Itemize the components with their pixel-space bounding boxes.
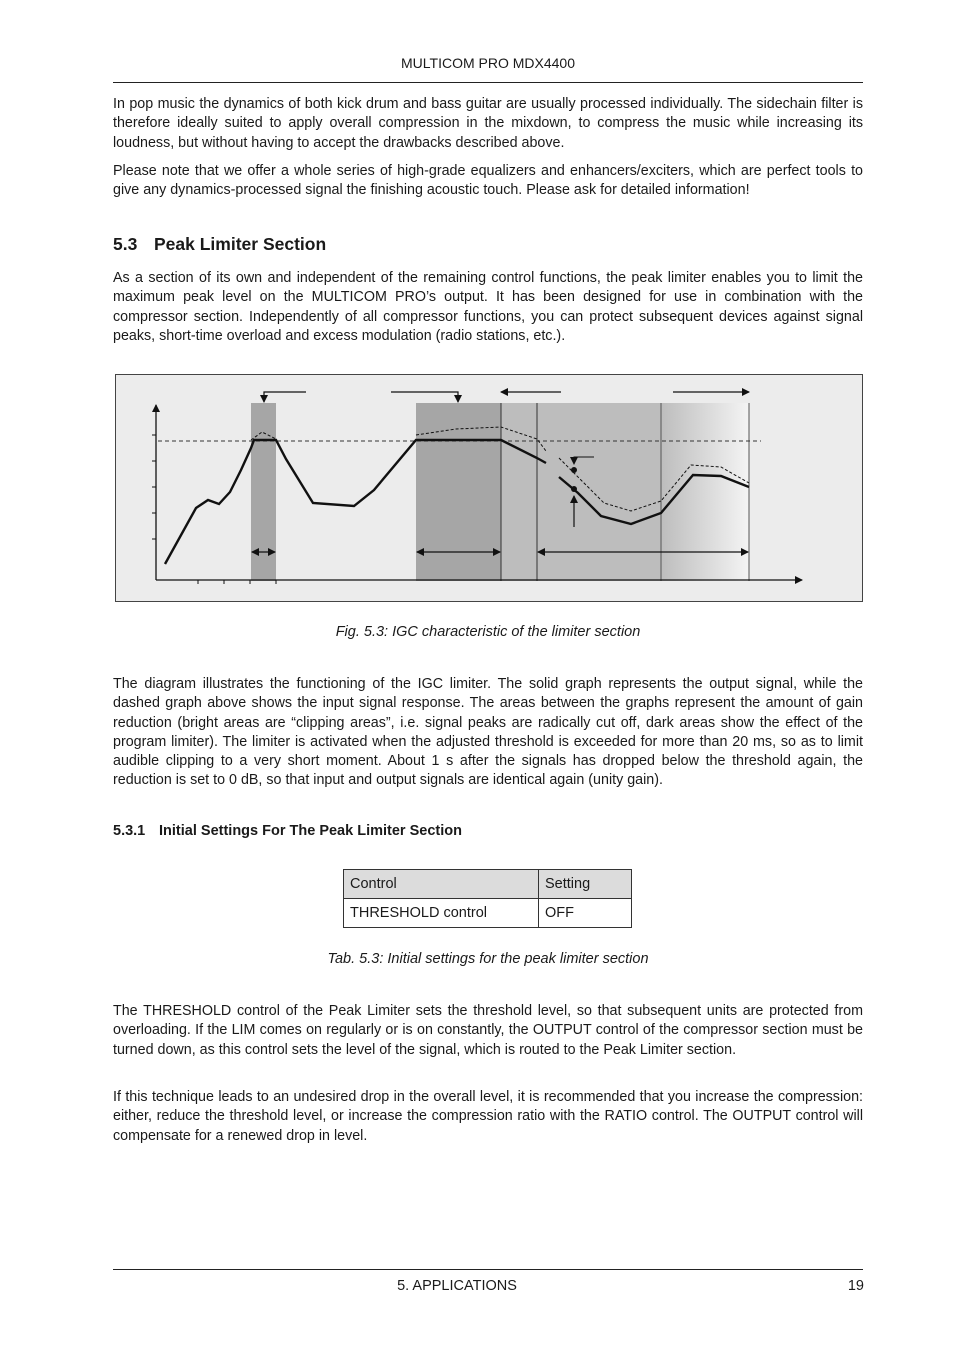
subsection-number: 5.3.1 bbox=[113, 823, 146, 839]
footer-section: 5. APPLICATIONS bbox=[397, 1278, 517, 1294]
section-number: 5.3 bbox=[113, 234, 138, 254]
subsection-heading bbox=[113, 823, 462, 839]
table-caption: Tab. 5.3: Initial settings for the peak limiter section bbox=[327, 951, 649, 967]
output-level-dot bbox=[571, 486, 577, 492]
header-rule bbox=[113, 82, 863, 83]
running-header: MULTICOM PRO MDX4400 bbox=[401, 55, 575, 71]
paragraph-1: In pop music the dynamics of both kick drum and bass guitar are usually processed individually. The sidechain filter is therefore ideally suited to apply overall compression in the mixdown, to compress the music while increasing its loudness, but without having to accept the drawbacks described above. bbox=[113, 96, 863, 151]
release-fade-region bbox=[661, 403, 749, 581]
subsection-title: Initial Settings For The Peak Limiter Section bbox=[159, 823, 462, 839]
table-header-setting: Setting bbox=[539, 870, 632, 899]
initial-settings-table bbox=[343, 869, 632, 928]
paragraph-5: The THRESHOLD control of the Peak Limiter sets the threshold level, so that subsequent units are protected from overloading. If the LIM comes on regularly or is on constantly, the OUTPUT control of the compressor section must be turned down, as this control sets the level of the signal, which is routed to the Peak Limiter section. bbox=[113, 1003, 863, 1058]
footer-rule bbox=[113, 1269, 863, 1270]
pointer-arrow-1 bbox=[264, 392, 306, 402]
program-limiter-region-1 bbox=[251, 403, 276, 581]
table-header-row bbox=[344, 870, 632, 899]
paragraph-2: Please note that we offer a whole series of high-grade equalizers and enhancers/exciters, which are perfect tools to give any dynamics-processed signal the finishing acoustic touch. Please ask for detailed information! bbox=[113, 163, 863, 199]
section-heading bbox=[113, 234, 326, 255]
igc-diagram-svg bbox=[116, 375, 862, 601]
figure-caption: Fig. 5.3: IGC characteristic of the limiter section bbox=[335, 624, 641, 640]
pointer-arrow-2 bbox=[391, 392, 458, 402]
program-limiter-region-2 bbox=[416, 403, 501, 581]
release-region bbox=[501, 403, 661, 581]
table-cell-setting: OFF bbox=[539, 899, 632, 928]
table-cell-control: THRESHOLD control bbox=[344, 899, 539, 928]
igc-diagram bbox=[115, 374, 863, 602]
paragraph-3: As a section of its own and independent of the remaining control functions, the peak limiter enables you to limit the maximum peak level on the MULTICOM PRO’s output. It has been designed for use in combination with the compressor section. Independently of all compressor functions, you can protect subsequent devices against signal peaks, short-time overload and excess modulation (radio stations, etc.). bbox=[113, 270, 863, 344]
table-row bbox=[344, 899, 632, 928]
page-number: 19 bbox=[847, 1278, 864, 1294]
paragraph-4: The diagram illustrates the functioning of the IGC limiter. The solid graph represents the output signal, while the dashed graph above shows the input signal response. The areas between the graphs represent the amount of gain reduction (bright areas are “clipping areas”, i.e. signal peaks are radically cut off, dark areas show the effect of the program limiter). The limiter is activated when the adjusted threshold is exceeded for more than 20 ms, so as to limit audible clipping to a very short moment. About 1 s after the signals has dropped below the threshold again, the reduction is set to 0 dB, so that input and output signals are identical again (unity gain). bbox=[113, 676, 863, 789]
table-header-control: Control bbox=[344, 870, 539, 899]
input-level-dot bbox=[571, 467, 577, 473]
section-title: Peak Limiter Section bbox=[154, 234, 327, 254]
paragraph-6: If this technique leads to an undesired drop in the overall level, it is recommended that you increase the compression: either, reduce the threshold level, or increase the compression ratio with the RATIO control. The OUTPUT control will compensate for a renewed drop in level. bbox=[113, 1089, 863, 1144]
